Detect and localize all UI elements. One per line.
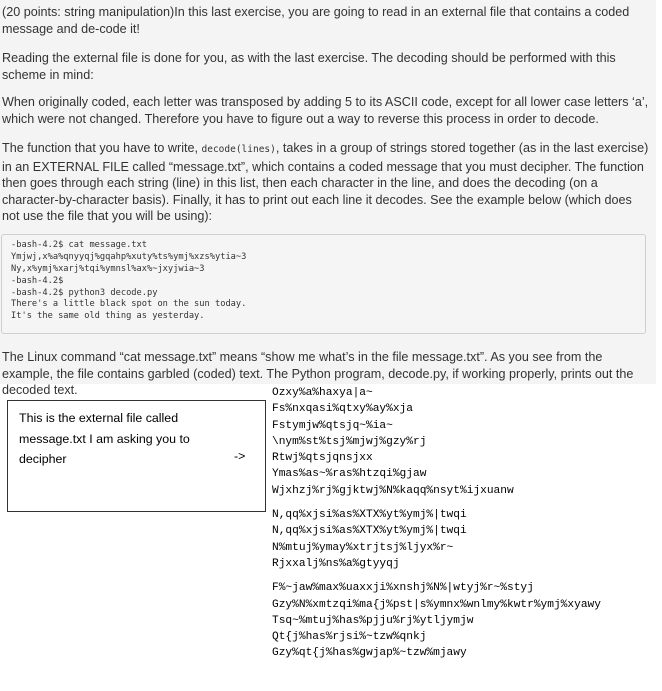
- code-line: It's the same old thing as yesterday.: [11, 311, 205, 322]
- function-paragraph: [2, 140, 652, 225]
- coded-line: Gzy%N%xmtzqi%ma{j%pst|s%ymnx%wnlmy%kwtr%ymj%xyawy: [272, 598, 601, 611]
- example-code-block: [1, 234, 646, 334]
- coded-line: Tsq~%mtuj%has%pjju%rj%ytljymjw: [272, 614, 474, 627]
- coded-line: Ymas%as~%ras%htzqi%gjaw: [272, 468, 427, 481]
- coded-line: Fstymjw%qtsjq~%ia~: [272, 419, 393, 432]
- code-line: Ymjwj,x%a%qnyyqj%gqahp%xuty%ts%ymj%xzs%ytia~3: [11, 251, 247, 262]
- coded-line: N,qq%xjsi%as%XTX%yt%ymj%|twqi: [272, 509, 467, 522]
- function-text-after: , takes in a group of strings stored together (as in the last exercise) in an EXTERNAL FILE called “message.txt”, which contains a coded message that you must decipher. The function then goes through each string (line) in this list, then each character in the line, and does the decoding (on a character-by-character basis). Finally, it has to print out each line it decodes. See the example below (which does not use the file that you will be using):: [2, 141, 649, 223]
- code-line: Ny,x%ymj%xarj%tqi%ymnsl%ax%~jxyjwia~3: [11, 263, 205, 274]
- coded-message-file: [272, 385, 660, 662]
- linux-paragraph: The Linux command “cat message.txt” means “show me what’s in the file message.txt”. As you see from the example, the file contains garbled (coded) text. The Python program, decode.py, if working properly, prints out the decoded text.: [2, 350, 634, 397]
- line-gap: [272, 572, 660, 580]
- coded-line: N,qq%xjsi%as%XTX%yt%ymj%|twqi: [272, 525, 467, 538]
- coded-line: Fs%nxqasi%qtxy%ay%xja: [272, 403, 413, 416]
- coded-line: Wjxhzj%rj%gjktwj%N%kaqq%nsyt%ijxuanw: [272, 484, 514, 497]
- function-text-before: The function that you have to write,: [2, 141, 202, 155]
- reading-paragraph: Reading the external file is done for you, as with the last exercise. The decoding should be performed with this scheme in mind:: [2, 51, 616, 82]
- coded-line: N%mtuj%ymay%xtrjtsj%ljyx%r~: [272, 541, 454, 554]
- coded-line: Rjxxalj%ns%a%gtyyqj: [272, 557, 400, 570]
- code-line: There's a little black spot on the sun today.: [11, 299, 247, 310]
- coded-line: Rtwj%qtsjqnsjxx: [272, 452, 373, 465]
- code-line: -bash-4.2$ cat message.txt: [11, 240, 147, 250]
- coded-line: F%~jaw%max%uaxxji%xnshj%N%|wtyj%r~%styj: [272, 582, 534, 595]
- scheme-paragraph: When originally coded, each letter was transposed by adding 5 to its ASCII code, except for all lower case letters ‘a’, which were not changed. Therefore you have to figure out a way to reverse this process in order to decode.: [2, 95, 649, 126]
- coded-line: Gzy%qt{j%has%gwjap%~tzw%mjawy: [272, 647, 467, 660]
- arrow-indicator: ->: [234, 449, 246, 463]
- coded-line: Qt{j%has%rjsi%~tzw%qnkj: [272, 631, 427, 644]
- coded-line: Ozxy%a%haxya|a~: [272, 387, 373, 399]
- annotation-text: This is the external file called message.txt I am asking you to decipher: [19, 411, 190, 467]
- coded-line: \nym%st%tsj%mjwj%gzy%rj: [272, 435, 427, 448]
- annotation-box: [7, 400, 266, 512]
- function-signature: decode(lines): [201, 144, 276, 155]
- intro-paragraph: (20 points: string manipulation)In this last exercise, you are going to read in an external file that contains a coded message and de-code it!: [2, 5, 630, 36]
- line-gap: [272, 499, 660, 507]
- code-line: -bash-4.2$ python3 decode.py: [11, 287, 158, 298]
- code-line: -bash-4.2$: [11, 275, 64, 286]
